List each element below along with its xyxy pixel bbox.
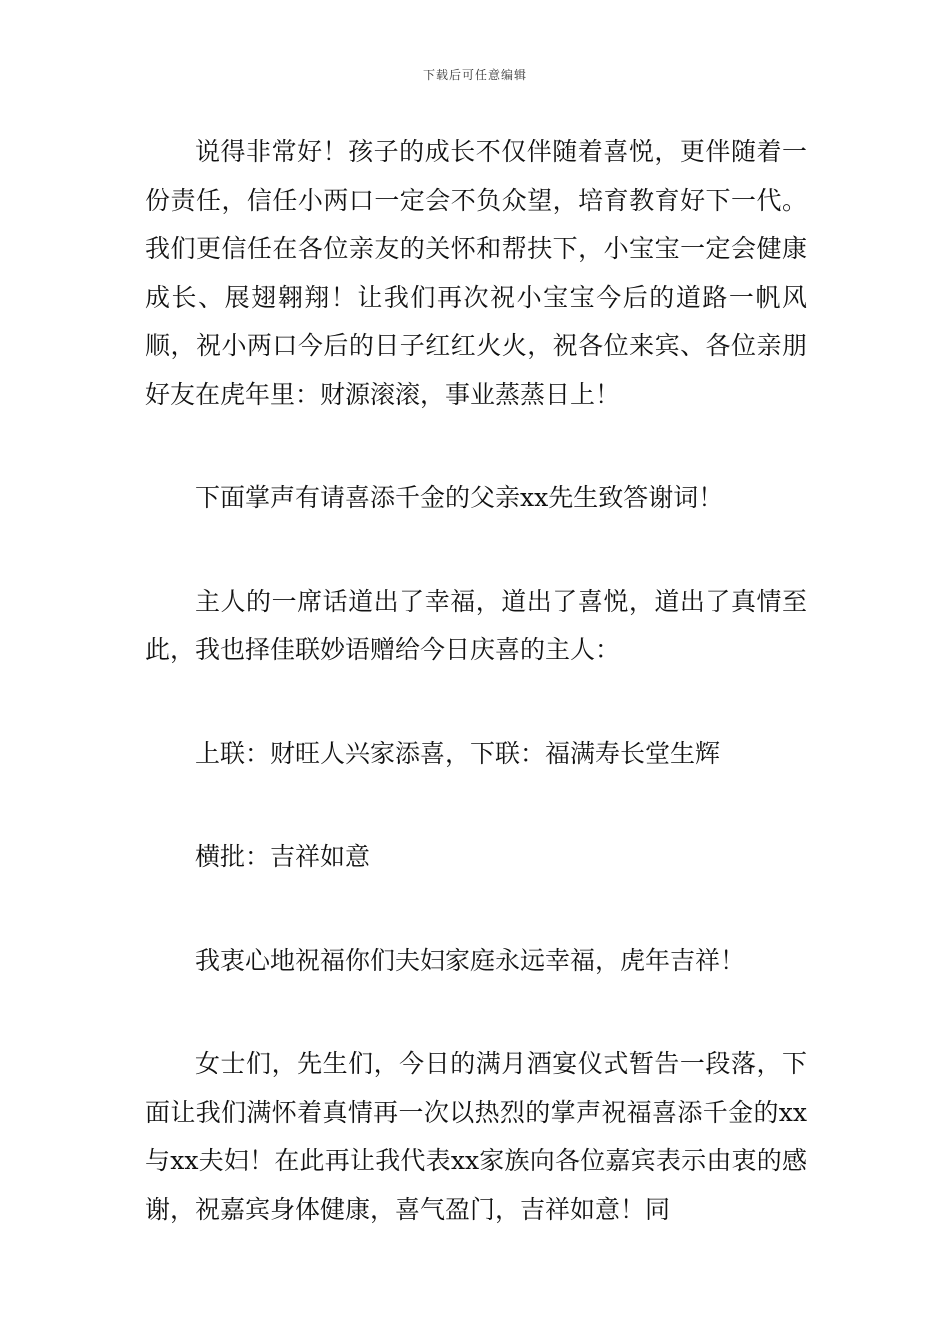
paragraph-couplet-lines: 上联：财旺人兴家添喜，下联：福满寿长堂生辉 (195, 738, 721, 768)
paragraph-closing: 女士们，先生们，今日的满月酒宴仪式暂告一段落，下面让我们满怀着真情再一次以热烈的掌声祝福喜添千金的xx与xx夫妇！在此再让我代表xx家族向各位嘉宾表示由衷的感谢，祝嘉宾身体健康，喜气盈门，吉祥如意！同 (145, 1049, 807, 1224)
paragraph-couplet-banner: 横批：吉祥如意 (195, 842, 371, 871)
paragraph-wishes: 我衷心地祝福你们夫妇家庭永远幸福，虎年吉祥！ (195, 945, 746, 975)
page-header-note: 下载后可任意编辑 (422, 68, 527, 82)
document-body (145, 128, 807, 1234)
paragraph-praise-blessing: 说得非常好！孩子的成长不仅伴随着喜悦，更伴随着一份责任，信任小两口一定会不负众望，培育教育好下一代。我们更信任在各位亲友的关怀和帮扶下，小宝宝一定会健康成长、展翅翱翔！让我们再次祝小宝宝今后的道路一帆风顺，祝小两口今后的日子红红火火，祝各位来宾、各位亲朋好友在虎年里：财源滚滚，事业蒸蒸日上！ (145, 137, 807, 409)
paragraph-couplet-intro: 主人的一席话道出了幸福，道出了喜悦，道出了真情至此，我也择佳联妙语赠给今日庆喜的主人： (145, 586, 807, 664)
paragraph-invite-father: 下面掌声有请喜添千金的父亲xx先生致答谢词！ (195, 483, 724, 512)
